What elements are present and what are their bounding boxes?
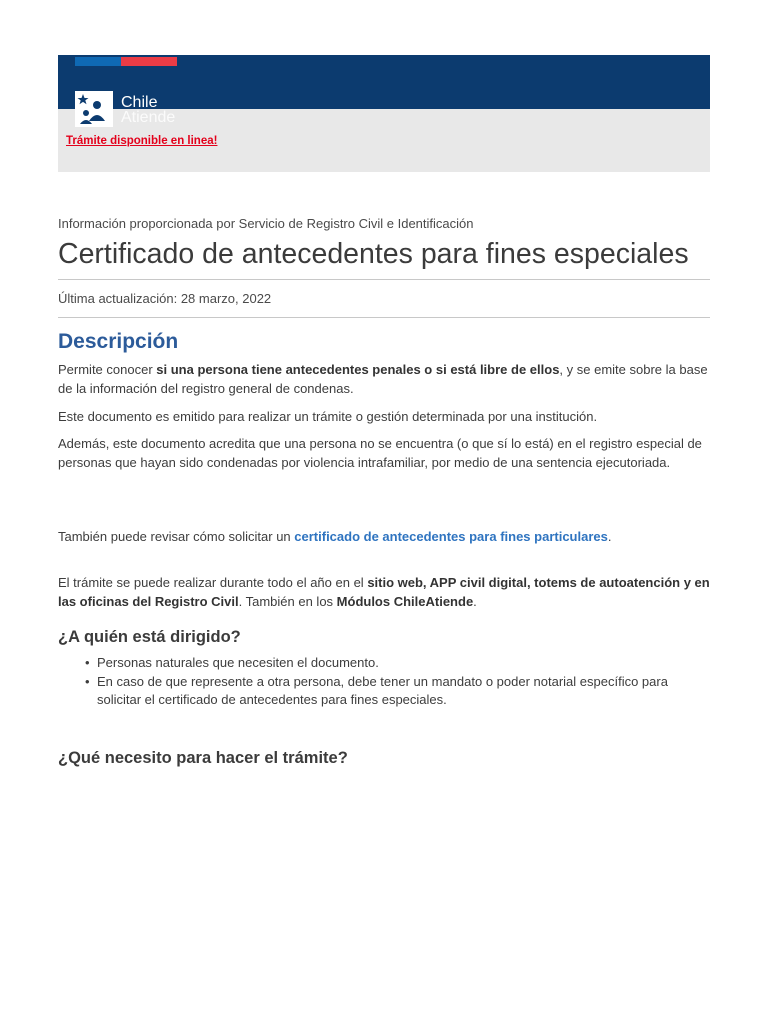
p5-text-start: El trámite se puede realizar durante todo el año en el [58,575,368,590]
logo-wordmark [121,95,175,125]
p5-text-end: . [473,593,477,609]
p1-text-start: Permite conocer [58,362,157,377]
logo-text-chile: Chile [121,94,158,111]
site-header [58,55,710,172]
p1-text-end: , y se emite sobre la base de la información del registro general de condenas. [58,362,708,396]
flag-stripe-red [121,57,177,66]
provider-info: Información proporcionada por Servicio de Registro Civil e Identificación [58,216,474,231]
description-paragraph-1 [58,361,710,398]
list-item [58,654,710,673]
chileatiende-logo[interactable] [75,91,205,131]
online-procedure-link[interactable]: Trámite disponible en linea! [66,135,218,147]
description-paragraph-5 [58,574,710,611]
p4-text-end: . [607,529,612,544]
p5-bold-modules: Módulos ChileAtiende [336,593,474,609]
list-item [58,673,710,710]
description-paragraph-3: Además, este documento acredita que una persona no se encuentra (o que sí lo está) en el registro especial de personas que hayan sido condenadas por violencia intrafamiliar, por medio de una sentencia ejecutoriada. [58,436,702,470]
p1-bold: si una persona tiene antecedentes penales o si está libre de ellos [156,362,560,377]
description-paragraph-4 [58,528,710,547]
particular-certificate-link[interactable]: certificado de antecedentes para fines particulares [294,529,608,544]
page-title: Certificado de antecedentes para fines especiales [58,238,689,270]
p5-text-mid: . También en los [238,593,337,609]
flag-stripe-blue [75,57,121,66]
description-heading: Descripción [58,330,179,353]
chileatiende-logo-icon [75,91,113,127]
audience-list [58,654,710,710]
p4-text-start: También puede revisar cómo solicitar un [58,529,295,544]
requirements-heading: ¿Qué necesito para hacer el trámite? [58,749,348,767]
p5-bold-channels: sitio web, APP civil digital, totems de autoatención y en las oficinas del Registro Civil [58,575,710,609]
list-item-text: Personas naturales que necesiten el documento. [97,655,379,670]
list-item-text: En caso de que represente a otra persona, debe tener un mandato o poder notarial específico para solicitar el certificado de antecedentes para fines especiales. [97,673,668,708]
last-updated: Última actualización: 28 marzo, 2022 [58,291,272,306]
audience-heading: ¿A quién está dirigido? [58,628,241,646]
description-paragraph-2: Este documento es emitido para realizar un trámite o gestión determinada por una institución. [58,409,598,424]
title-divider [58,279,710,280]
bullet-icon: • [85,655,90,670]
bullet-icon: • [85,673,90,689]
updated-divider [58,317,710,318]
logo-text-atiende: Atiende [121,109,176,126]
